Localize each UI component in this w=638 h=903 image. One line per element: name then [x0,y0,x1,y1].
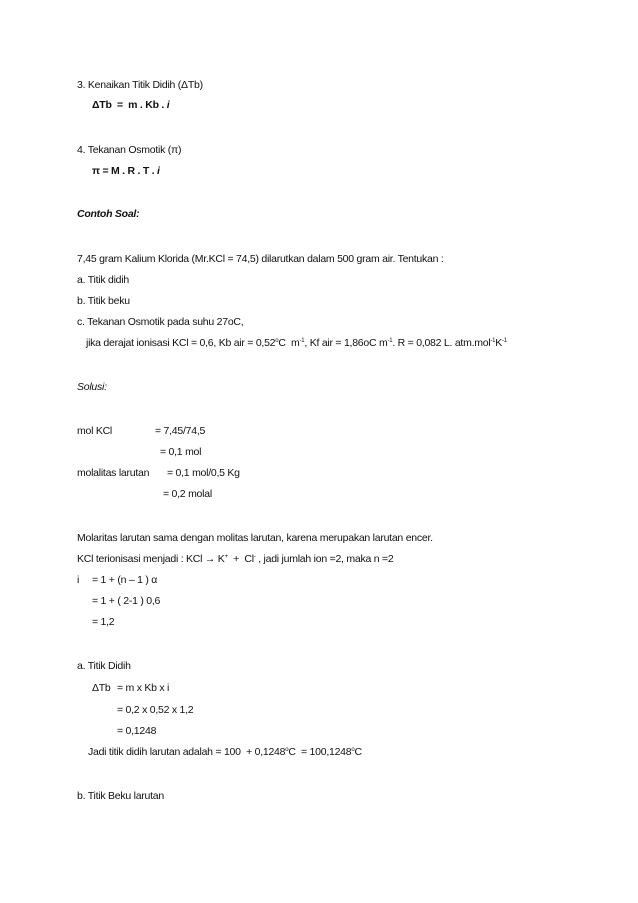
mol-label: mol KCl [77,425,113,437]
problem-b: b. Titik beku [77,295,130,307]
part-a-step-3: = 0,1248 [117,725,157,737]
exp-sup: -1 [490,338,496,344]
exp-sup: -1 [387,338,393,344]
vanthoff-var: i [77,574,80,586]
cond-text-4: . R = 0,082 L. atm.mol [392,337,491,349]
degree-sup: o [285,747,289,753]
formula-i: i [166,99,170,111]
part-a-conclusion [88,746,362,759]
concl-text-1: Jadi titik didih larutan adalah = 100 + 0,1248 [88,746,286,758]
solusi-label: Solusi: [77,381,107,393]
section-4-title: 4. Tekanan Osmotik (π) [77,144,182,156]
problem-statement: 7,45 gram Kalium Klorida (Mr.KCl = 74,5) dilarutkan dalam 500 gram air. Tentukan : [77,253,444,265]
ionisasi-text-3: , jadi jumlah ion =2, maka n =2 [255,553,394,565]
cond-text-5: K [495,337,503,349]
section-3-title: 3. Kenaikan Titik Didih (ΔTb) [77,79,203,91]
ionisasi-text-2: + Cl [227,553,254,565]
degree-sup: o [351,747,355,753]
part-a-step-2: = 0,2 x 0,52 x 1,2 [117,704,194,716]
mol-eq-1: = 7,45/74,5 [155,425,206,437]
formula-i: i [157,165,160,177]
contoh-soal-label: Contoh Soal: [77,208,140,220]
charge-sup: + [224,554,228,560]
concl-text-3: C [354,746,362,758]
formula-main: ΔTb = m . Kb . [92,99,167,111]
problem-a: a. Titik didih [77,274,129,286]
ionisasi-text-1: KCl terionisasi menjadi : KCl → K [77,553,225,565]
part-a-title: a. Titik Didih [77,660,131,672]
ionisasi-line [77,553,393,566]
molalitas-eq-2: = 0,2 molal [163,488,212,500]
section-3-formula [92,99,169,112]
vanthoff-step-3: = 1,2 [92,616,115,628]
problem-c: c. Tekanan Osmotik pada suhu 27oC, [77,316,244,328]
part-a-step-1-rhs: = m x Kb x i [117,682,170,694]
exp-sup: -1 [502,338,507,344]
cond-text-3: , Kf air = 1,86oC m [304,337,388,349]
problem-conditions [86,337,507,350]
vanthoff-step-1: = 1 + (n – 1 ) α [92,574,158,586]
vanthoff-step-2: = 1 + ( 2-1 ) 0,6 [92,595,161,607]
charge-sup: - [253,554,256,560]
cond-text-1: jika derajat ionisasi KCl = 0,6, Kb air = 0,52 [86,337,276,349]
mol-eq-2: = 0,1 mol [160,446,202,458]
part-a-step-1-lhs: ΔTb [92,682,111,694]
molalitas-label: molalitas larutan [77,467,150,479]
concl-text-2: C = 100,1248 [288,746,352,758]
molaritas-note: Molaritas larutan sama dengan molitas larutan, karena merupakan larutan encer. [77,532,433,544]
formula-main: π = M . R . T . [92,165,158,177]
cond-text-2: C m [278,337,300,349]
part-b-title: b. Titik Beku larutan [77,790,164,802]
section-4-formula [92,165,160,178]
molalitas-eq-1: = 0,1 mol/0,5 Kg [167,467,240,479]
exp-sup: -1 [299,338,305,344]
degree-sup: o [275,338,279,344]
